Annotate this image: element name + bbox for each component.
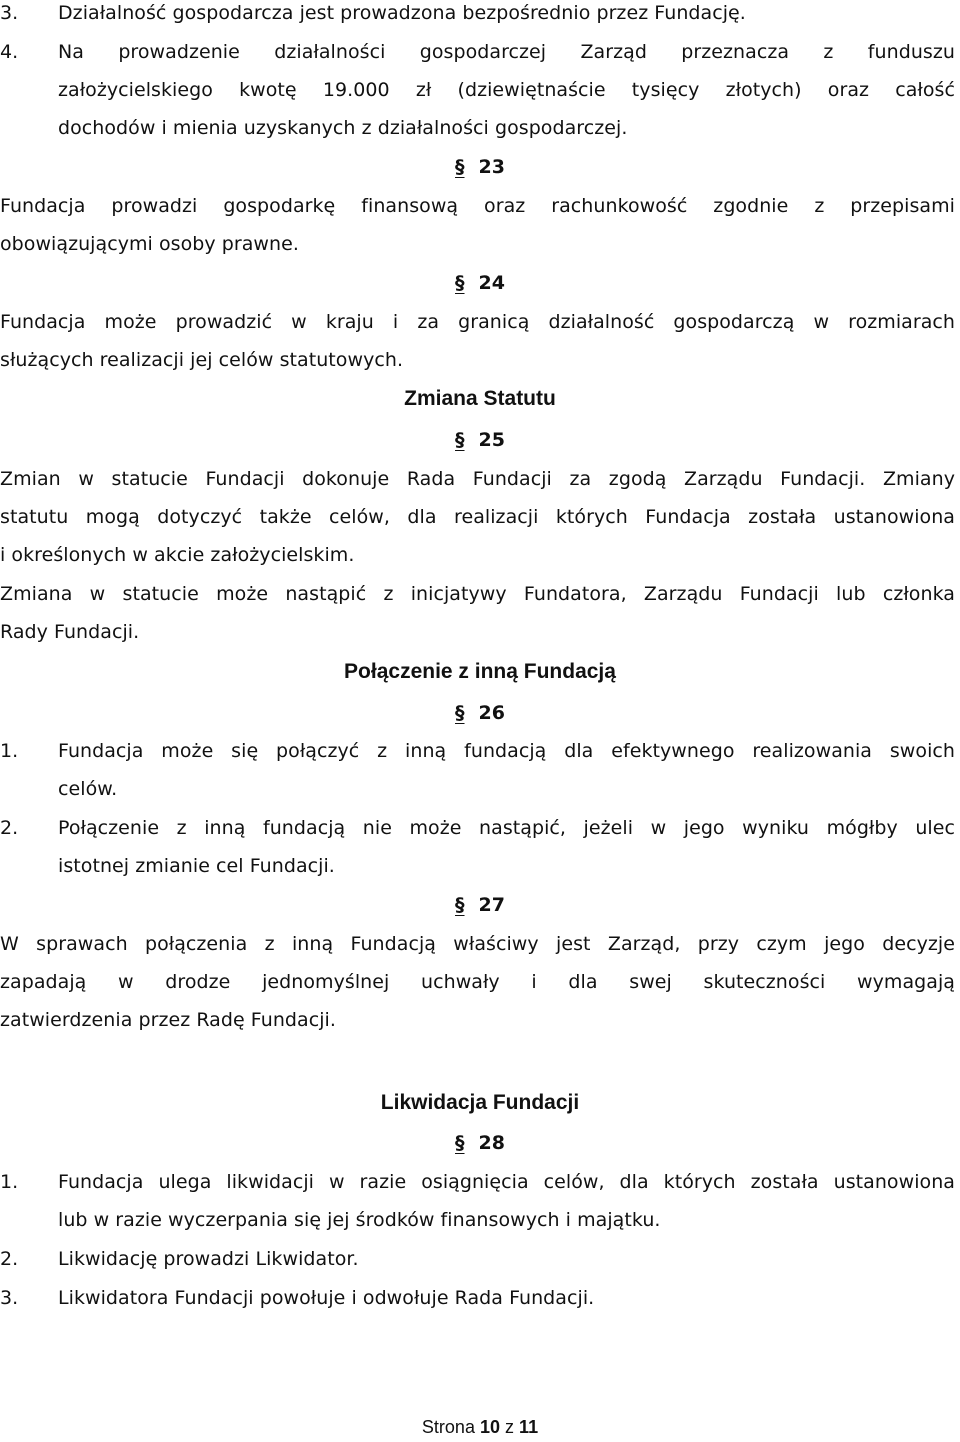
list-item-continuation — [0, 71, 955, 109]
section-number-text: 23 — [478, 156, 505, 178]
paragraph-line: Zmian w statucie Fundacji dokonuje Rada Fundacji za zgodą Zarządu Fundacji. Zmiany — [0, 468, 955, 490]
section-heading: Połączenie z inną Fundacją — [344, 660, 616, 683]
list-item-continuation — [0, 109, 955, 147]
list-text: dochodów i mienia uzyskanych z działalności gospodarczej. — [58, 117, 628, 139]
list-number: 1. — [0, 1171, 19, 1193]
section-number-text: 24 — [478, 272, 505, 294]
footer-separator: z — [505, 1417, 515, 1437]
section-heading: Likwidacja Fundacji — [380, 1091, 580, 1114]
section-sign: § — [455, 702, 465, 724]
list-item — [0, 0, 955, 32]
list-item — [0, 1240, 955, 1278]
footer-total-pages: 11 — [519, 1417, 539, 1437]
list-text: Fundacja może się połączyć z inną fundacją dla efektywnego realizowania swoich — [58, 740, 955, 762]
list-text: istotnej zmianie cel Fundacji. — [58, 855, 335, 877]
list-number: 1. — [0, 740, 19, 762]
list-item — [0, 732, 955, 770]
list-text: Na prowadzenie działalności gospodarczej Zarząd przeznacza z funduszu — [58, 41, 955, 63]
paragraph-line: Fundacja prowadzi gospodarkę finansową oraz rachunkowość zgodnie z przepisami — [0, 195, 955, 217]
list-number: 3. — [0, 2, 19, 24]
list-number: 2. — [0, 1248, 19, 1270]
list-text: celów. — [58, 778, 118, 800]
list-item — [0, 1163, 955, 1201]
paragraph-line: zapadają w drodze jednomyślnej uchwały i dla swej skuteczności wymagają — [0, 971, 955, 993]
list-text: Połączenie z inną fundacją nie może nastąpić, jeżeli w jego wyniku mógłby ulec — [58, 817, 955, 839]
section-number-text: 27 — [478, 894, 505, 916]
section-sign: § — [455, 1132, 465, 1154]
list-number: 4. — [0, 41, 19, 63]
section-number — [0, 694, 960, 732]
section-number-text: 28 — [478, 1132, 505, 1154]
footer-prefix: Strona — [421, 1417, 475, 1437]
section-sign: § — [455, 429, 465, 451]
section-number — [0, 1124, 960, 1162]
paragraph-line: Rady Fundacji. — [0, 621, 140, 643]
list-item — [0, 33, 955, 71]
paragraph-line: zatwierdzenia przez Radę Fundacji. — [0, 1009, 336, 1031]
paragraph-line: obowiązującymi osoby prawne. — [0, 233, 299, 255]
list-text: Fundacja ulega likwidacji w razie osiągnięcia celów, dla których została ustanowiona — [58, 1171, 955, 1193]
section-number — [0, 421, 960, 459]
section-sign: § — [455, 156, 465, 178]
section-number — [0, 264, 960, 302]
section-number-text: 26 — [478, 702, 505, 724]
page-footer — [0, 1417, 960, 1438]
list-item-continuation — [0, 847, 955, 885]
list-item — [0, 1279, 955, 1317]
section-heading: Zmiana Statutu — [404, 387, 556, 410]
paragraph-line: Zmiana w statucie może nastąpić z inicjatywy Fundatora, Zarządu Fundacji lub członka — [0, 583, 955, 605]
section-number — [0, 886, 960, 924]
list-number: 3. — [0, 1287, 19, 1309]
list-text: Działalność gospodarcza jest prowadzona bezpośrednio przez Fundację. — [58, 2, 746, 24]
paragraph-line: statutu mogą dotyczyć także celów, dla realizacji których Fundacja została ustanowiona — [0, 506, 955, 528]
list-text: lub w razie wyczerpania się jej środków finansowych i majątku. — [58, 1209, 661, 1231]
paragraph-line: i określonych w akcie założycielskim. — [0, 544, 355, 566]
list-text: Likwidatora Fundacji powołuje i odwołuje Rada Fundacji. — [58, 1287, 595, 1309]
section-number-text: 25 — [478, 429, 505, 451]
paragraph-line: W sprawach połączenia z inną Fundacją właściwy jest Zarząd, przy czym jego decyzje — [0, 933, 955, 955]
section-sign: § — [455, 272, 465, 294]
section-sign: § — [455, 894, 465, 916]
list-text: założycielskiego kwotę 19.000 zł (dziewiętnaście tysięcy złotych) oraz całość — [58, 79, 955, 101]
list-item — [0, 809, 955, 847]
list-item-continuation — [0, 770, 955, 808]
list-item-continuation — [0, 1201, 955, 1239]
section-number — [0, 148, 960, 186]
list-text: Likwidację prowadzi Likwidator. — [58, 1248, 359, 1270]
paragraph-line: Fundacja może prowadzić w kraju i za granicą działalność gospodarczą w rozmiarach — [0, 311, 955, 333]
footer-page-number: 10 — [479, 1417, 501, 1437]
list-number: 2. — [0, 817, 19, 839]
paragraph-line: służących realizacji jej celów statutowych. — [0, 349, 404, 371]
